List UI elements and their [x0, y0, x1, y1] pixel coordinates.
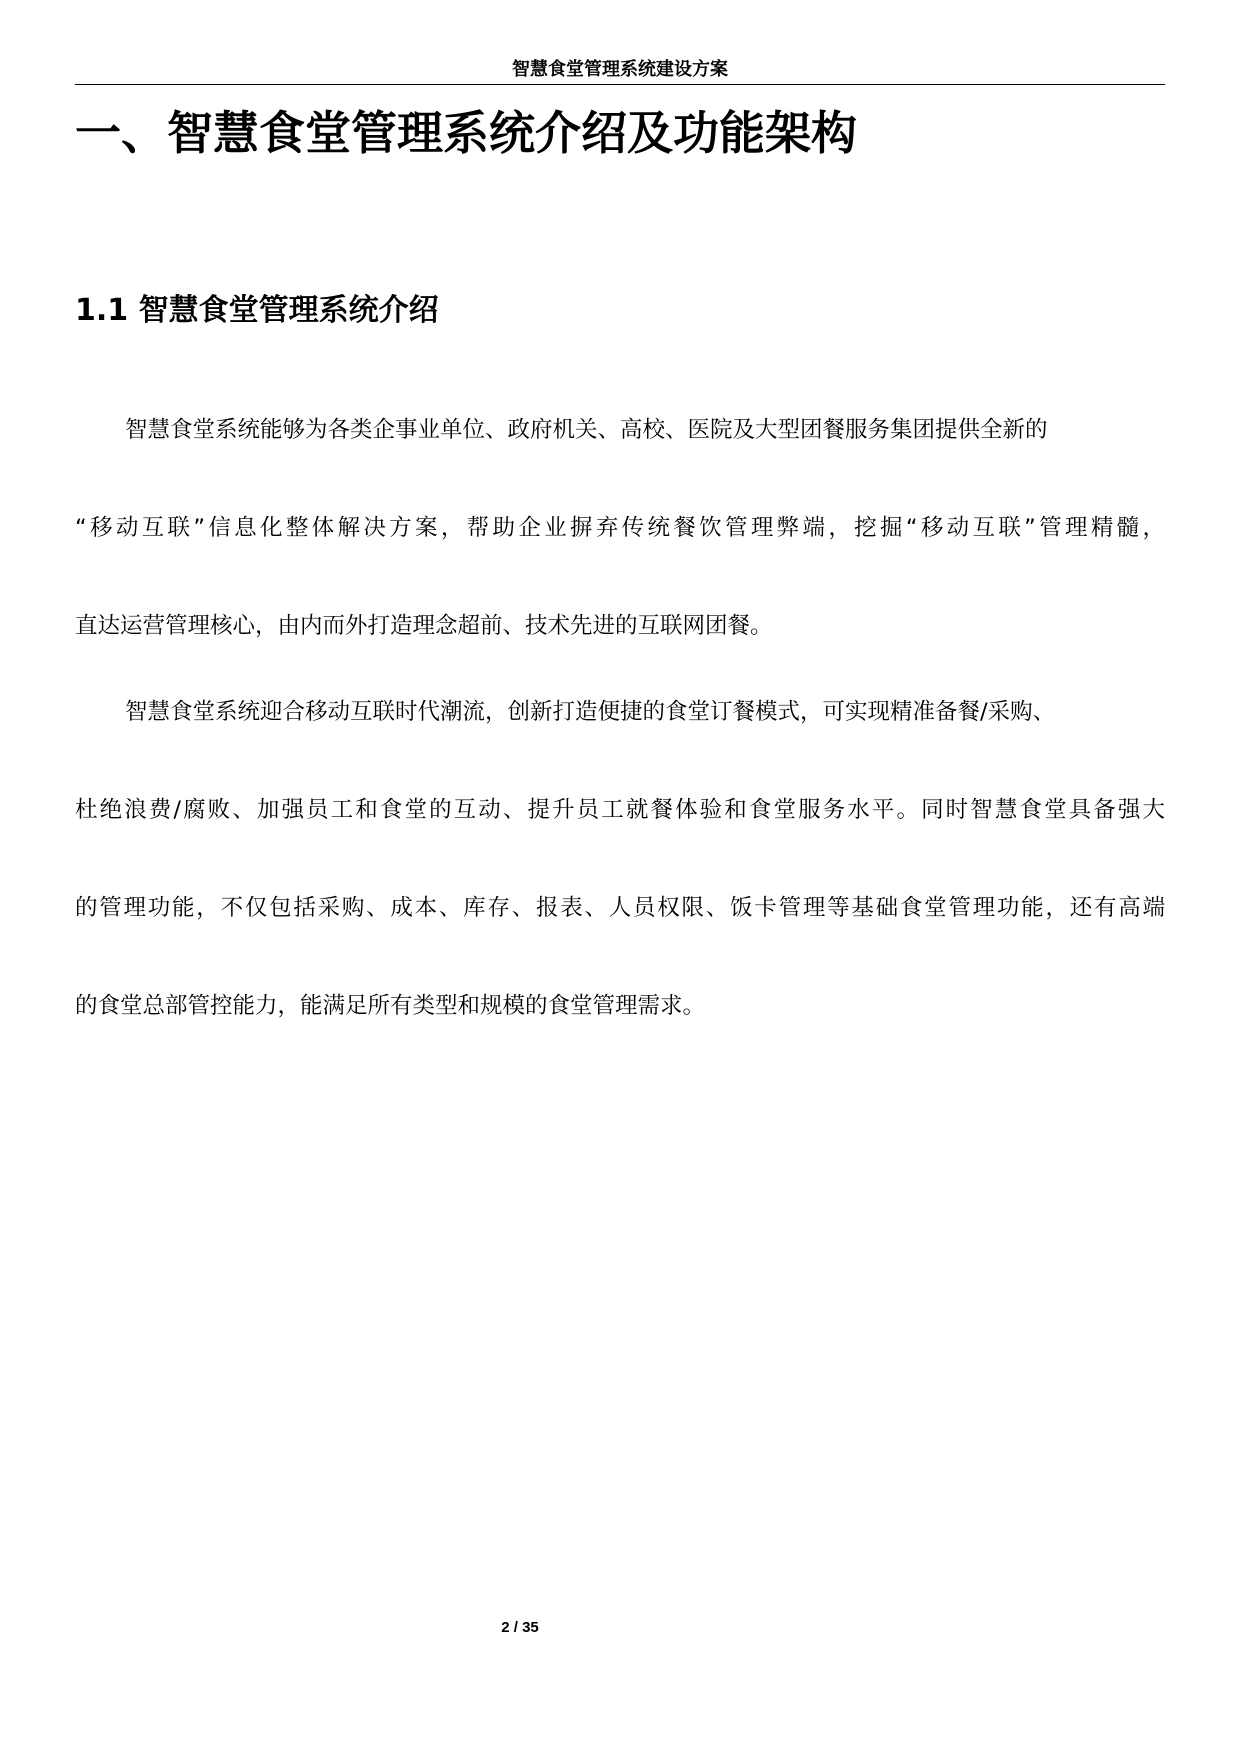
paragraph-line: 的食堂总部管控能力，能满足所有类型和规模的食堂管理需求。: [75, 993, 706, 1019]
section-title: 1.1 智慧食堂管理系统介绍: [75, 293, 439, 328]
chapter-title: 一、智慧食堂管理系统介绍及功能架构: [75, 106, 857, 160]
paragraph-line: “移动互联”信息化整体解决方案，帮助企业摒弃传统餐饮管理弊端，挖掘“移动互联”管理精髓，: [75, 515, 1165, 541]
paragraph-line: 智慧食堂系统能够为各类企事业单位、政府机关、高校、医院及大型团餐服务集团提供全新的: [125, 417, 1048, 443]
paragraph-line: 直达运营管理核心，由内而外打造理念超前、技术先进的互联网团餐。: [75, 613, 773, 639]
paragraph-1: [75, 412, 1165, 698]
paragraph-line: 杜绝浪费/腐败、加强员工和食堂的互动、提升员工就餐体验和食堂服务水平。同时智慧食堂具备强大: [75, 797, 1165, 823]
running-header: 智慧食堂管理系统建设方案: [75, 56, 1165, 85]
page-number: 2 / 35: [501, 1619, 539, 1636]
paragraph-line: 的管理功能，不仅包括采购、成本、库存、报表、人员权限、饭卡管理等基础食堂管理功能，还有高端: [75, 895, 1165, 921]
paragraph-2: [75, 694, 1165, 1086]
paragraph-line: 智慧食堂系统迎合移动互联时代潮流，创新打造便捷的食堂订餐模式，可实现精准备餐/采购、: [125, 699, 1056, 725]
